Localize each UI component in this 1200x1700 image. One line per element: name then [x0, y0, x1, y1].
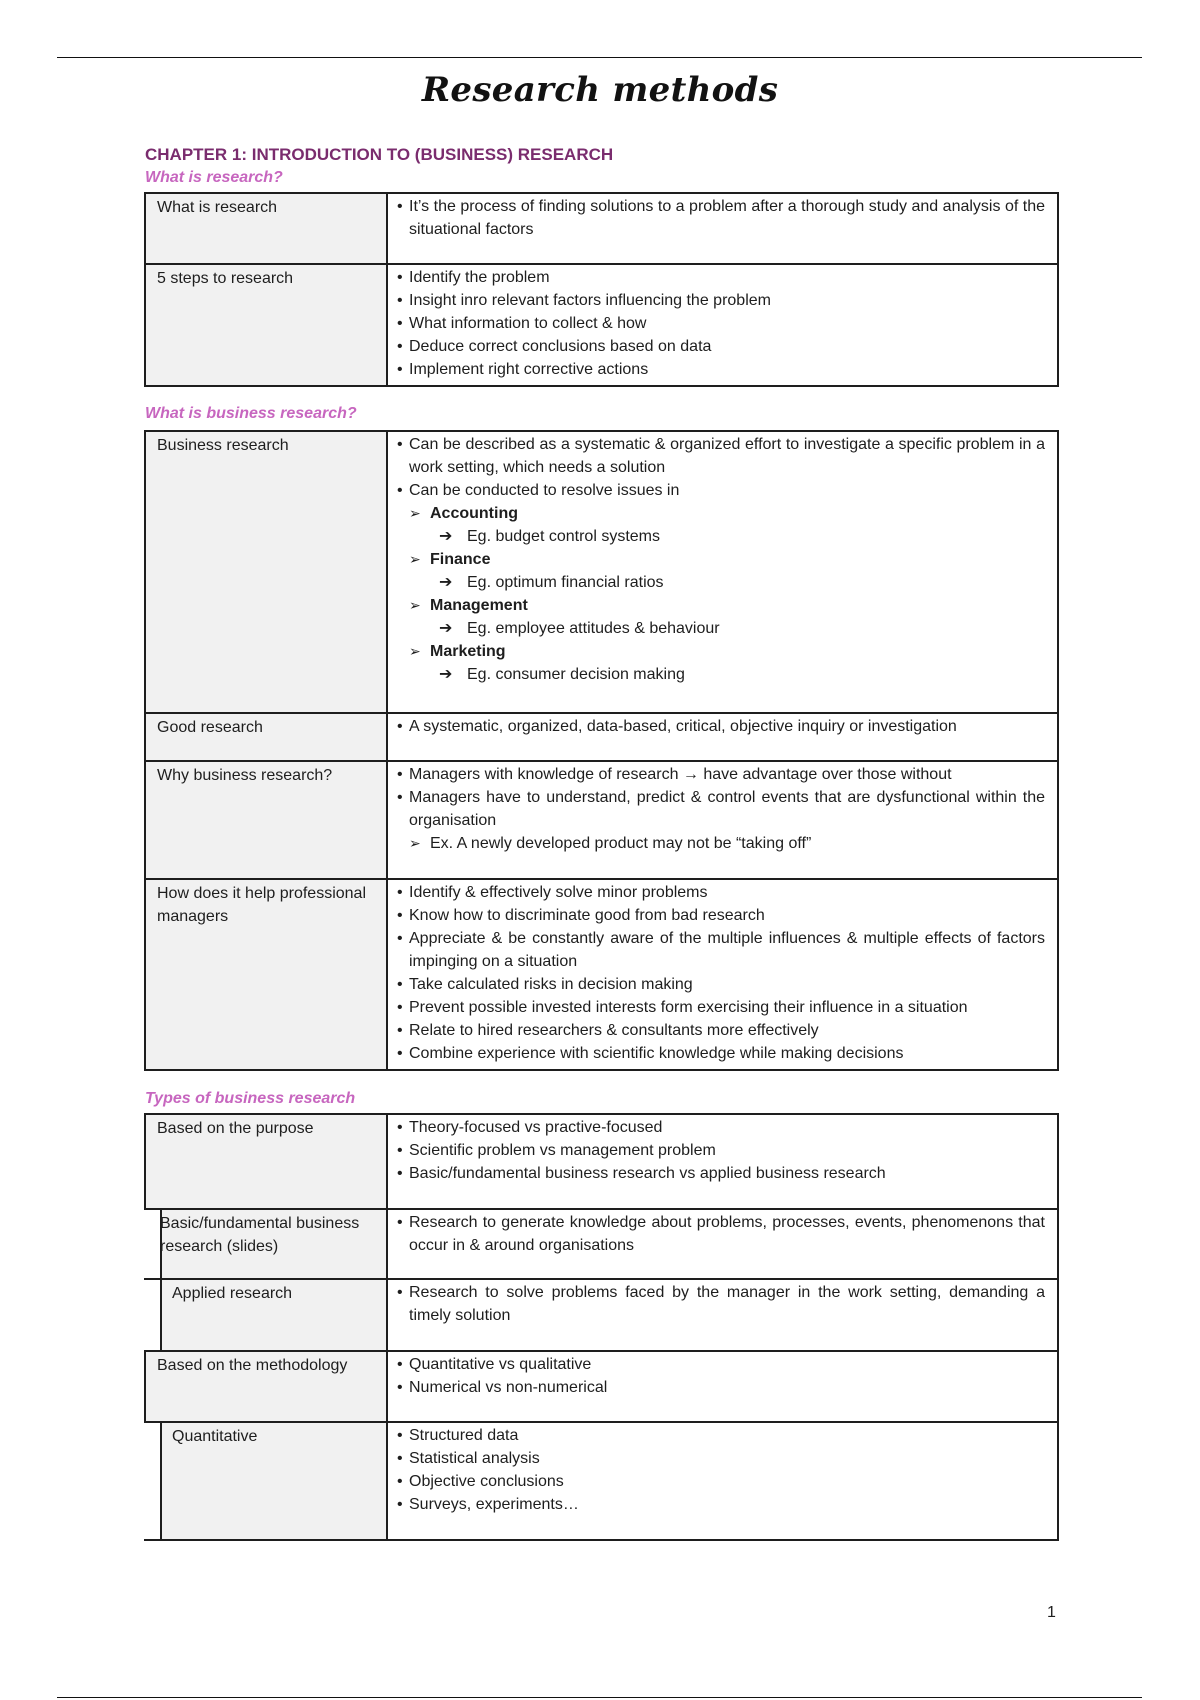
notes-table	[144, 1113, 1059, 1541]
bullet-item: • Managers have to understand, predict & control events that are dysfunctional within the organisation	[397, 786, 1045, 832]
row-content	[387, 879, 1058, 1070]
table-row	[145, 1351, 1058, 1422]
row-label: 5 steps to research	[145, 264, 387, 386]
row-label: Based on the methodology	[145, 1351, 387, 1422]
bullet-item: • Objective conclusions	[397, 1470, 1045, 1493]
table-row	[145, 1114, 1058, 1209]
row-label: Applied research	[145, 1279, 387, 1351]
row-content	[387, 1351, 1058, 1422]
bullet-item: • Relate to hired researchers & consultants more effectively	[397, 1019, 1045, 1042]
header-rule	[57, 57, 1142, 58]
section-heading: Types of business research	[145, 1090, 356, 1107]
arrow-item: ➢ Management	[397, 594, 1045, 617]
bullet-item: • Deduce correct conclusions based on data	[397, 335, 1045, 358]
bullet-item: • Can be described as a systematic & organized effort to investigate a specific problem in a work setting, which needs a solution	[397, 433, 1045, 479]
row-content	[387, 713, 1058, 761]
bullet-item: • Insight inro relevant factors influencing the problem	[397, 289, 1045, 312]
bullet-item: • Statistical analysis	[397, 1447, 1045, 1470]
example-item: ➔ Eg. employee attitudes & behaviour	[397, 617, 1045, 640]
table-row	[145, 761, 1058, 879]
example-item: ➔ Eg. consumer decision making	[397, 663, 1045, 686]
table-row	[145, 1209, 1058, 1279]
row-label: Based on the purpose	[145, 1114, 387, 1209]
row-content	[387, 193, 1058, 264]
example-item: ➔ Eg. budget control systems	[397, 525, 1045, 548]
notes-table	[144, 192, 1059, 387]
bullet-item: • Quantitative vs qualitative	[397, 1353, 1045, 1376]
bullet-item: • Can be conducted to resolve issues in	[397, 479, 1045, 502]
row-label: Why business research?	[145, 761, 387, 879]
footer-rule	[57, 1697, 1142, 1698]
bullet-item: • Theory-focused vs practive-focused	[397, 1116, 1045, 1139]
table-row	[145, 1422, 1058, 1540]
section-heading: What is business research?	[145, 405, 357, 422]
section-heading: What is research?	[145, 169, 283, 186]
bullet-item: • Implement right corrective actions	[397, 358, 1045, 381]
bullet-item: • Structured data	[397, 1424, 1045, 1447]
bullet-item: • Research to solve problems faced by the manager in the work setting, demanding a timely solution	[397, 1281, 1045, 1327]
row-label: Quantitative	[145, 1422, 387, 1540]
table-row	[145, 193, 1058, 264]
bullet-item: • Know how to discriminate good from bad research	[397, 904, 1045, 927]
arrow-item: ➢ Marketing	[397, 640, 1045, 663]
bullet-item: • Scientific problem vs management problem	[397, 1139, 1045, 1162]
arrow-item: ➢ Accounting	[397, 502, 1045, 525]
row-label: Business research	[145, 431, 387, 713]
row-content	[387, 431, 1058, 713]
chapter-heading: CHAPTER 1: INTRODUCTION TO (BUSINESS) RESEARCH	[145, 145, 614, 164]
bullet-item: • Appreciate & be constantly aware of the multiple influences & multiple effects of factors impinging on a situation	[397, 927, 1045, 973]
row-label: Good research	[145, 713, 387, 761]
table-row	[145, 264, 1058, 386]
table-row	[145, 1279, 1058, 1351]
document-title: Research methods	[421, 70, 779, 110]
row-label: What is research	[145, 193, 387, 264]
bullet-item: • Identify the problem	[397, 266, 1045, 289]
table-row	[145, 879, 1058, 1070]
bullet-item: • Prevent possible invested interests form exercising their influence in a situation	[397, 996, 1045, 1019]
bullet-item: • Research to generate knowledge about problems, processes, events, phenomenons that occur in & around organisations	[397, 1211, 1045, 1257]
notes-table	[144, 430, 1059, 1071]
bullet-item: • Numerical vs non-numerical	[397, 1376, 1045, 1399]
example-item: ➔ Eg. optimum financial ratios	[397, 571, 1045, 594]
bullet-item: • Combine experience with scientific knowledge while making decisions	[397, 1042, 1045, 1065]
row-content	[387, 1209, 1058, 1279]
page-number: 1	[1047, 1604, 1056, 1621]
row-content	[387, 1114, 1058, 1209]
bullet-item: • What information to collect & how	[397, 312, 1045, 335]
bullet-item: • Managers with knowledge of research → have advantage over those without	[397, 763, 1045, 786]
arrow-item: ➢ Finance	[397, 548, 1045, 571]
bullet-item: • Take calculated risks in decision making	[397, 973, 1045, 996]
bullet-item: • Basic/fundamental business research vs applied business research	[397, 1162, 1045, 1185]
row-content	[387, 761, 1058, 879]
row-content	[387, 1279, 1058, 1351]
row-content	[387, 264, 1058, 386]
row-label: Basic/fundamental business research (slides)	[145, 1209, 387, 1279]
row-label: How does it help professional managers	[145, 879, 387, 1070]
arrow-item: ➢ Ex. A newly developed product may not be “taking off”	[397, 832, 1045, 855]
bullet-item: • It’s the process of finding solutions to a problem after a thorough study and analysis of the situational factors	[397, 195, 1045, 241]
bullet-item: • A systematic, organized, data-based, critical, objective inquiry or investigation	[397, 715, 1045, 738]
table-row	[145, 713, 1058, 761]
row-content	[387, 1422, 1058, 1540]
bullet-item: • Identify & effectively solve minor problems	[397, 881, 1045, 904]
table-row	[145, 431, 1058, 713]
bullet-item: • Surveys, experiments…	[397, 1493, 1045, 1516]
